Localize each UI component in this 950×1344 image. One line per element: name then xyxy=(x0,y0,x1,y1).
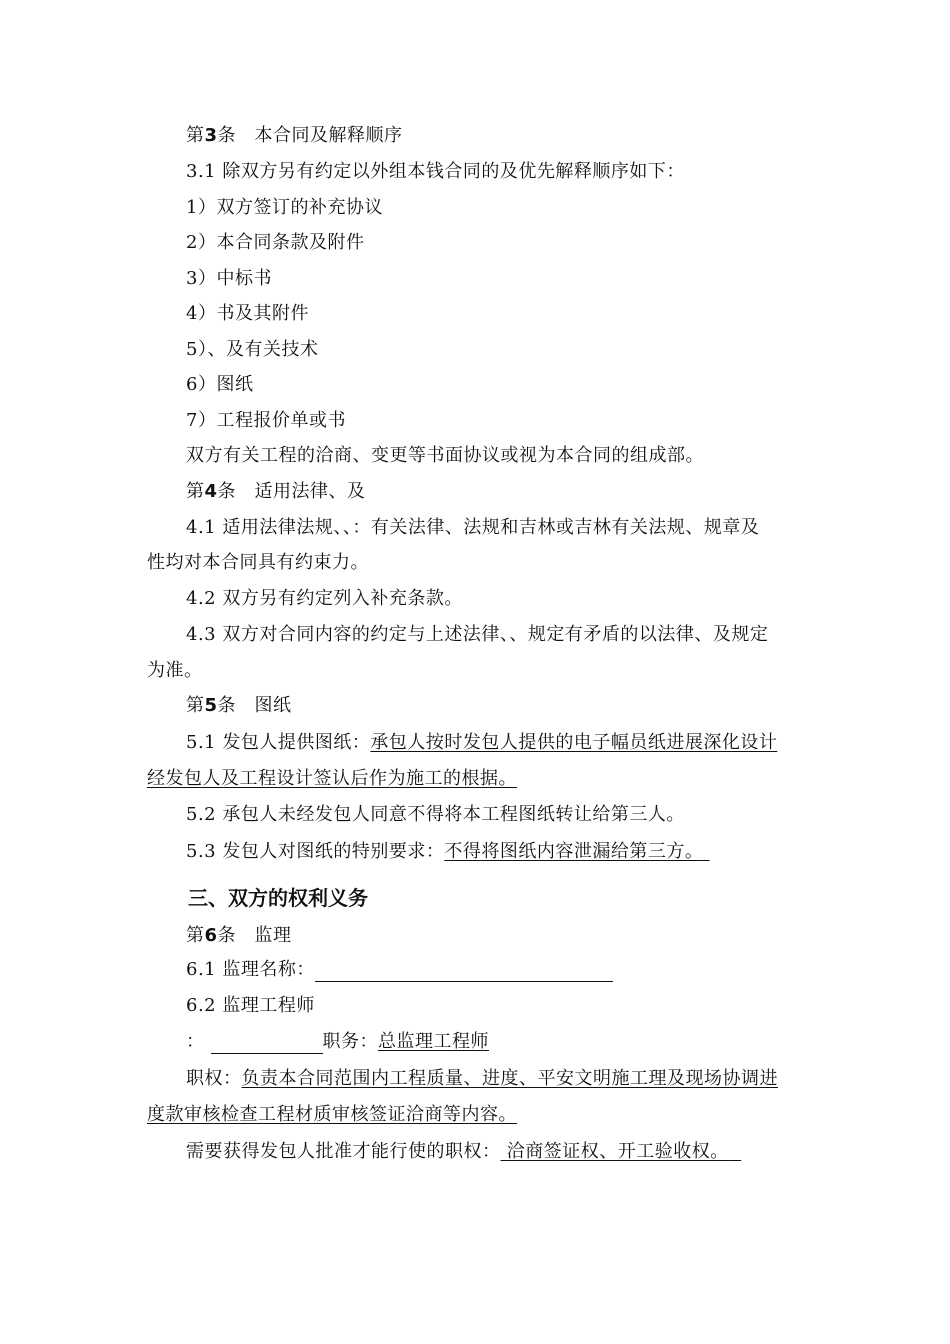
clause-5-2: 5.2 承包人未经发包人同意不得将本工程图纸转让给第三人。 xyxy=(186,804,685,825)
article-number: 5 xyxy=(204,695,218,716)
underline-padding xyxy=(703,841,709,862)
supervisor-name-blank[interactable] xyxy=(315,961,613,982)
authority-label: 职权： xyxy=(186,1068,242,1089)
clause-5-1-line2 xyxy=(147,767,517,791)
article-prefix: 第 xyxy=(186,925,205,946)
underlined-value: 度款审核检查工程材质审核签证洽商等内容。 xyxy=(147,1104,517,1125)
clause-6-2-detail xyxy=(186,1030,489,1054)
colon: ： xyxy=(186,1031,205,1052)
underlined-value: 经发包人及工程设计签认后作为施工的根据。 xyxy=(147,768,517,789)
clause-6-1 xyxy=(186,958,613,982)
engineer-name-blank[interactable] xyxy=(211,1033,323,1054)
underlined-value: 洽商签证权、开工验收权。 xyxy=(506,1141,729,1162)
clause-5-3 xyxy=(186,840,710,864)
underlined-value: 负责本合同范围内工程质量、进度、平安文明施工理及现场协调进 xyxy=(241,1068,778,1089)
article-3-note: 双方有关工程的洽商、变更等书面协议或视为本合同的组成部。 xyxy=(186,445,704,466)
approval-line xyxy=(186,1140,741,1164)
article-prefix: 第 xyxy=(186,695,205,716)
post-label: 职务： xyxy=(322,1031,378,1052)
underlined-value: 不得将图纸内容泄漏给第三方。 xyxy=(444,841,704,862)
clause-label: 5.1 发包人提供图纸： xyxy=(186,732,371,753)
article-number: 4 xyxy=(204,481,218,502)
list-item: 3）中标书 xyxy=(186,268,272,289)
list-item: 7）工程报价单或书 xyxy=(186,410,346,431)
article-5-title xyxy=(186,694,292,718)
clause-label: 6.1 监理名称： xyxy=(186,959,315,980)
article-title-text: 条 监理 xyxy=(217,925,292,946)
clause-4-1-line2: 性均对本合同具有约束力。 xyxy=(147,552,369,573)
article-title-text: 条 图纸 xyxy=(217,695,292,716)
approval-label: 需要获得发包人批准才能行使的职权： xyxy=(186,1141,501,1162)
clause-4-1-line1: 4.1 适用法律法规、、：有关法律、法规和吉林或吉林有关法规、规章及 xyxy=(186,517,760,538)
clause-4-2: 4.2 双方另有约定列入补充条款。 xyxy=(186,588,463,609)
list-item: 4）书及其附件 xyxy=(186,303,309,324)
list-item: 2）本合同条款及附件 xyxy=(186,232,365,253)
article-4-title xyxy=(186,480,366,504)
list-item: 5）、及有关技术 xyxy=(186,339,319,360)
clause-5-1-line1 xyxy=(186,731,777,755)
post-value: 总监理工程师 xyxy=(378,1031,489,1052)
authority-line2 xyxy=(147,1103,517,1127)
clause-4-3-line2: 为准。 xyxy=(147,660,203,681)
article-6-title xyxy=(186,924,292,948)
clause-3-1: 3.1 除双方另有约定以外组本钱合同的及优先解释顺序如下： xyxy=(186,161,685,182)
article-title-text: 条 适用法律、及 xyxy=(217,481,366,502)
clause-label: 5.3 发包人对图纸的特别要求： xyxy=(186,841,445,862)
authority-line1 xyxy=(186,1067,778,1091)
article-number: 6 xyxy=(204,925,218,946)
article-prefix: 第 xyxy=(186,125,205,146)
article-3-title xyxy=(186,124,403,148)
article-title-text: 条 本合同及解释顺序 xyxy=(217,125,403,146)
clause-4-3-line1: 4.3 双方对合同内容的约定与上述法律、、规定有矛盾的以法律、及规定 xyxy=(186,624,769,645)
article-number: 3 xyxy=(204,125,218,146)
list-item: 1）双方签订的补充协议 xyxy=(186,197,383,218)
underlined-value: 承包人按时发包人提供的电子幅员纸进展深化设计 xyxy=(370,732,778,753)
section-heading: 三、双方的权利义务 xyxy=(188,886,368,910)
underline-padding xyxy=(729,1141,741,1162)
article-prefix: 第 xyxy=(186,481,205,502)
list-item: 6）图纸 xyxy=(186,374,254,395)
clause-6-2: 6.2 监理工程师 xyxy=(186,995,315,1016)
